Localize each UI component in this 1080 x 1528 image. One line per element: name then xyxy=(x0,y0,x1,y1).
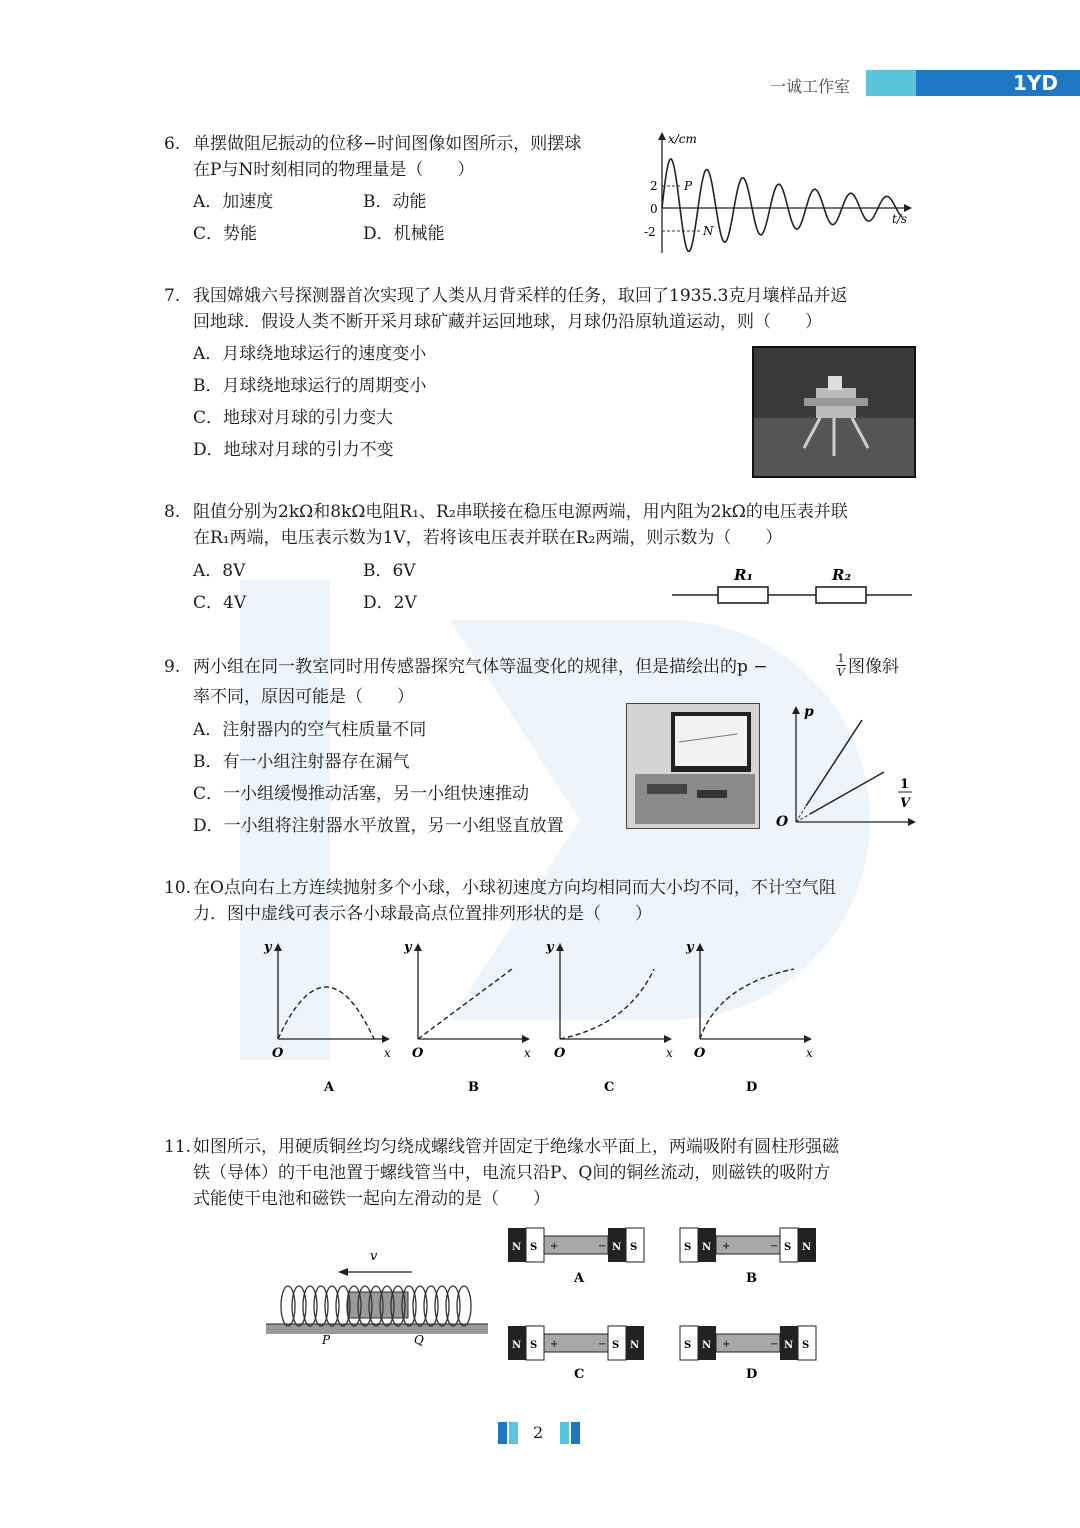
q11-option-c-battery xyxy=(508,1326,644,1382)
svg-text:O: O xyxy=(412,1046,424,1061)
q6-tick-2: 2 xyxy=(650,179,658,193)
q10-trajectory-graphs xyxy=(256,935,826,1105)
q9-line-steep xyxy=(806,720,862,806)
q6-line2: 在P与N时刻相同的物理量是（ ） xyxy=(193,160,475,180)
q8-number: 8. xyxy=(164,502,181,522)
q11-option-b-battery xyxy=(680,1228,816,1286)
svg-text:N: N xyxy=(630,1340,640,1351)
q6-number: 6. xyxy=(164,134,181,154)
q11-battery-options xyxy=(508,1222,818,1382)
q6-option-a: A．加速度 xyxy=(193,192,274,212)
svg-text:S: S xyxy=(684,1242,692,1253)
q9-option-a: A．注射器内的空气柱质量不同 xyxy=(193,720,427,740)
coil-loop xyxy=(281,1286,295,1326)
q10-graph-a xyxy=(263,940,391,1095)
q9-option-b: B．有一小组注射器存在漏气 xyxy=(193,752,410,772)
q9-frac-den: V xyxy=(837,666,845,679)
svg-text:S: S xyxy=(530,1242,538,1253)
svg-text:−: − xyxy=(598,1241,607,1252)
svg-text:S: S xyxy=(684,1340,692,1351)
q6-damped-graph xyxy=(640,128,920,258)
q9-option-c: C．一小组缓慢推动活塞，另一小组快速推动 xyxy=(193,784,530,804)
svg-text:y: y xyxy=(686,940,694,955)
svg-text:O: O xyxy=(272,1046,284,1061)
q7-option-b: B．月球绕地球运行的周期变小 xyxy=(193,376,427,396)
q11-battery-in-coil xyxy=(348,1292,408,1318)
svg-text:−: − xyxy=(598,1339,607,1350)
q8-line2: 在R₁两端，电压表示数为1V，若将该电压表并联在R₂两端，则示数为（ ） xyxy=(193,528,783,548)
q8-option-a: A．8V xyxy=(193,561,246,581)
q8-option-b: B．6V xyxy=(363,561,416,581)
q9-frac-num: 1 xyxy=(837,652,845,665)
q7-line2: 回地球．假设人类不断开采月球矿藏并运回地球，月球仍沿原轨道运动，则（ ） xyxy=(193,312,822,332)
svg-text:O: O xyxy=(554,1046,566,1061)
q9-number: 9. xyxy=(164,657,181,677)
svg-text:x: x xyxy=(524,1046,531,1060)
q9-line2: 率不同，原因可能是（ ） xyxy=(193,687,414,707)
svg-text:S: S xyxy=(784,1242,792,1253)
q11-option-a-battery xyxy=(508,1228,644,1286)
svg-text:+: + xyxy=(722,1339,731,1350)
svg-text:−: − xyxy=(770,1339,779,1350)
coil-loop xyxy=(292,1286,306,1326)
q9-p-graph xyxy=(770,700,920,832)
svg-text:D: D xyxy=(746,1080,758,1095)
r1-label: R₁ xyxy=(734,566,754,584)
q6-wave-curve xyxy=(662,159,902,251)
q10-graph-b xyxy=(403,940,531,1095)
sensor-experiment-photo xyxy=(626,703,760,829)
svg-text:y: y xyxy=(404,940,412,955)
logo-text: 1YD xyxy=(1013,71,1058,95)
q11-number: 11. xyxy=(164,1137,192,1157)
q9-line-shallow xyxy=(810,772,884,814)
q9-fraction xyxy=(836,652,846,679)
svg-text:−: − xyxy=(770,1241,779,1252)
q7-number: 7. xyxy=(164,286,181,306)
page-number: 2 xyxy=(533,1423,544,1442)
q10-graph-d xyxy=(685,940,813,1095)
svg-text:y: y xyxy=(546,940,554,955)
q6-ylabel: x/cm xyxy=(668,132,697,146)
q9-line1b: 图像斜 xyxy=(848,657,899,677)
q10-line2: 力．图中虚线可表示各小球最高点位置排列形状的是（ ） xyxy=(193,904,652,924)
q9-xlabel-den: V xyxy=(900,796,911,811)
q6-xlabel: t/s xyxy=(892,212,908,226)
q7-option-c: C．地球对月球的引力变大 xyxy=(193,408,394,428)
q11-solenoid-diagram xyxy=(262,1240,492,1350)
q6-point-n: N xyxy=(703,224,714,238)
svg-text:S: S xyxy=(530,1340,538,1351)
q11-line1: 如图所示，用硬质铜丝均匀绕成螺线管并固定于绝缘水平面上，两端吸附有圆柱形强磁 xyxy=(193,1137,839,1157)
q9-option-d: D．一小组将注射器水平放置，另一小组竖直放置 xyxy=(193,816,564,836)
svg-text:+: + xyxy=(722,1241,731,1252)
svg-text:x: x xyxy=(806,1046,813,1060)
svg-text:N: N xyxy=(612,1242,622,1253)
svg-text:S: S xyxy=(612,1340,620,1351)
q6-point-p: P xyxy=(684,179,693,193)
svg-text:N: N xyxy=(702,1242,712,1253)
svg-text:O: O xyxy=(694,1046,706,1061)
q8-option-c: C．4V xyxy=(193,593,247,613)
svg-text:S: S xyxy=(802,1340,810,1351)
coil-loop xyxy=(446,1286,460,1326)
q7-option-a: A．月球绕地球运行的速度变小 xyxy=(193,344,427,364)
lunar-lander-photo xyxy=(752,346,916,478)
svg-text:C: C xyxy=(604,1080,615,1095)
svg-text:A: A xyxy=(324,1080,335,1095)
svg-text:N: N xyxy=(784,1340,794,1351)
q11-line2: 铁（导体）的干电池置于螺线管当中，电流只沿P、Q间的铜丝流动，则磁铁的吸附方 xyxy=(193,1163,831,1183)
coil-loop xyxy=(424,1286,438,1326)
svg-text:N: N xyxy=(512,1242,522,1253)
svg-text:y: y xyxy=(264,940,272,955)
q10-number: 10. xyxy=(164,878,192,898)
svg-text:A: A xyxy=(574,1271,585,1286)
svg-text:S: S xyxy=(630,1242,638,1253)
coil-loop xyxy=(303,1286,317,1326)
q11-option-d-battery xyxy=(680,1326,816,1382)
q6-tick-0: 0 xyxy=(650,202,658,216)
svg-text:+: + xyxy=(550,1339,559,1350)
q7-line1: 我国嫦娥六号探测器首次实现了人类从月背采样的任务，取回了1935.3克月壤样品并返 xyxy=(193,286,848,306)
coil-loop xyxy=(435,1286,449,1326)
resistor-r1 xyxy=(718,587,768,603)
q11-point-q: Q xyxy=(414,1333,424,1347)
q8-line1: 阻值分别为2kΩ和8kΩ电阻R₁、R₂串联接在稳压电源两端，用内阻为2kΩ的电压表并联 xyxy=(193,502,848,522)
q10-graph-c xyxy=(545,940,673,1095)
q9-xlabel-num: 1 xyxy=(900,777,910,792)
coil-loop xyxy=(325,1286,339,1326)
svg-text:x: x xyxy=(384,1046,391,1060)
svg-text:B: B xyxy=(746,1271,757,1286)
q6-option-c: C．势能 xyxy=(193,224,258,244)
svg-text:x: x xyxy=(666,1046,673,1060)
q9-line1: 两小组在同一教室同时用传感器探究气体等温变化的规律，但是描绘出的p − xyxy=(193,657,768,677)
svg-text:N: N xyxy=(702,1340,712,1351)
q8-option-d: D．2V xyxy=(363,593,417,613)
coil-loop xyxy=(457,1286,471,1326)
svg-text:+: + xyxy=(550,1241,559,1252)
q11-point-p: P xyxy=(322,1333,331,1347)
svg-text:D: D xyxy=(746,1367,758,1382)
q6-tick-n2: -2 xyxy=(644,225,656,239)
q6-line1: 单摆做阻尼振动的位移−时间图像如图所示，则摆球 xyxy=(193,134,582,154)
svg-text:N: N xyxy=(512,1340,522,1351)
r2-label: R₂ xyxy=(832,566,852,584)
q6-option-d: D．机械能 xyxy=(363,224,445,244)
coil-loop xyxy=(314,1286,328,1326)
q11-line3: 式能使干电池和磁铁一起向左滑动的是（ ） xyxy=(193,1189,550,1209)
q6-option-b: B．动能 xyxy=(363,192,427,212)
studio-name: 一诚工作室 xyxy=(770,77,851,96)
q10-line1: 在O点向右上方连续抛射多个小球，小球初速度方向均相同而大小均不同，不计空气阻 xyxy=(193,878,836,898)
svg-text:B: B xyxy=(468,1080,479,1095)
coil-loop xyxy=(413,1286,427,1326)
q7-option-d: D．地球对月球的引力不变 xyxy=(193,440,394,460)
q8-resistor-circuit xyxy=(672,560,916,610)
resistor-r2 xyxy=(816,587,866,603)
svg-text:C: C xyxy=(574,1367,585,1382)
svg-text:N: N xyxy=(802,1242,812,1253)
header-logo-bar xyxy=(866,70,1080,96)
q9-origin: O xyxy=(776,814,789,830)
q9-ylabel: p xyxy=(804,704,814,720)
q11-velocity-label: v xyxy=(370,1249,378,1264)
